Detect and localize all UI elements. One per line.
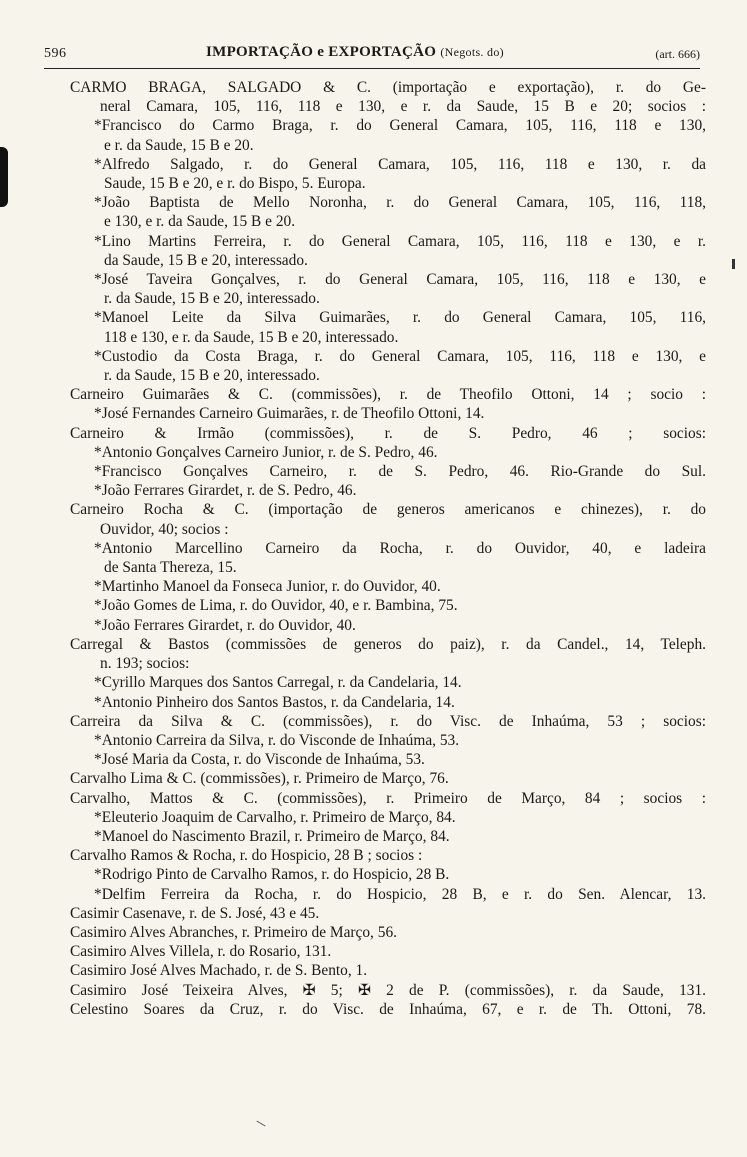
partner-line: *Francisco do Carmo Braga, r. do General Camara, 105, 116, 118 e 130,: [94, 117, 706, 135]
running-title-main: IMPORTAÇÃO e EXPORTAÇÃO: [206, 44, 437, 60]
entry-line: Casimiro José Alves Machado, r. de S. Bento, 1.: [70, 962, 368, 980]
partner-line: *Rodrigo Pinto de Carvalho Ramos, r. do Hospicio, 28 B.: [94, 866, 450, 884]
partner-line: *Antonio Carreira da Silva, r. do Visconde de Inhaúma, 53.: [94, 731, 460, 749]
partner-line: e 130, e r. da Saude, 15 B e 20.: [104, 213, 296, 231]
partner-line: *Antonio Pinheiro dos Santos Bastos, r. da Candelaria, 14.: [94, 693, 455, 711]
partner-line: *Delfim Ferreira da Rocha, r. do Hospicio, 28 B, e r. do Sen. Alencar, 13.: [94, 885, 706, 903]
partner-line: r. da Saude, 15 B e 20, interessado.: [104, 367, 320, 385]
entry-line: Celestino Soares da Cruz, r. do Visc. de Inhaúma, 67, e r. de Th. Ottoni, 78.: [70, 1000, 706, 1018]
partner-line: *Antonio Marcellino Carneiro da Rocha, r. do Ouvidor, 40, e ladeira: [94, 539, 706, 557]
partner-line: *Antonio Gonçalves Carneiro Junior, r. de S. Pedro, 46.: [94, 443, 438, 461]
partner-line: *José Taveira Gonçalves, r. do General Camara, 105, 116, 118 e 130, e: [94, 271, 706, 289]
partner-line: *José Fernandes Carneiro Guimarães, r. de Theofilo Ottoni, 14.: [94, 405, 485, 423]
entry-line: Casimiro José Teixeira Alves, ✠ 5; ✠ 2 de P. (commissões), r. da Saude, 131.: [70, 981, 706, 999]
page-number: 596: [44, 46, 67, 61]
running-title-sub: (Negots. do): [440, 45, 504, 59]
partner-line: *João Gomes de Lima, r. do Ouvidor, 40, e r. Bambina, 75.: [94, 597, 458, 615]
binding-mark: [0, 147, 8, 207]
stray-mark: [256, 1121, 265, 1127]
partner-line: 118 e 130, e r. da Saude, 15 B e 20, interessado.: [104, 328, 399, 346]
entry-line: Carvalho, Mattos & C. (commissões), r. Primeiro de Março, 84 ; socios :: [70, 789, 706, 807]
entry-line: Carvalho Lima & C. (commissões), r. Primeiro de Março, 76.: [70, 770, 449, 788]
partner-line: *Francisco Gonçalves Carneiro, r. de S. Pedro, 46. Rio-Grande do Sul.: [94, 463, 706, 481]
partner-line: *Cyrillo Marques dos Santos Carregal, r. da Candelaria, 14.: [94, 674, 462, 692]
partner-line: *Alfredo Salgado, r. do General Camara, 105, 116, 118 e 130, r. da: [94, 155, 706, 173]
entry-line: Casimiro Alves Abranches, r. Primeiro de Março, 56.: [70, 923, 397, 941]
partner-line: *Martinho Manoel da Fonseca Junior, r. do Ouvidor, 40.: [94, 578, 441, 596]
entry-line: Ouvidor, 40; socios :: [100, 520, 229, 538]
partner-line: e r. da Saude, 15 B e 20.: [104, 136, 254, 154]
partner-line: r. da Saude, 15 B e 20, interessado.: [104, 290, 320, 308]
entry-line: Carneiro & Irmão (commissões), r. de S. Pedro, 46 ; socios:: [70, 424, 706, 442]
entry-line: neral Camara, 105, 116, 118 e 130, e r. da Saude, 15 B e 20; socios :: [100, 98, 706, 116]
partner-line: *Eleuterio Joaquim de Carvalho, r. Primeiro de Março, 84.: [94, 808, 456, 826]
directory-listing: [44, 78, 706, 1019]
entry-line: Casimiro Alves Villela, r. do Rosario, 131.: [70, 943, 332, 961]
article-reference: (art. 666): [655, 47, 700, 61]
partner-line: da Saude, 15 B e 20, interessado.: [104, 251, 308, 269]
entry-line: Carneiro Guimarães & C. (commissões), r. de Theofilo Ottoni, 14 ; socio :: [70, 386, 706, 404]
entry-line: Carvalho Ramos & Rocha, r. do Hospicio, 28 B ; socios :: [70, 847, 423, 865]
partner-line: *Lino Martins Ferreira, r. do General Camara, 105, 116, 118 e 130, e r.: [94, 232, 706, 250]
partner-line: *Manoel Leite da Silva Guimarães, r. do General Camara, 105, 116,: [94, 309, 706, 327]
entry-line: n. 193; socios:: [100, 655, 190, 673]
partner-line: *João Ferrares Girardet, r. de S. Pedro, 46.: [94, 482, 357, 500]
partner-line: Saude, 15 B e 20, e r. do Bispo, 5. Europa.: [104, 175, 366, 193]
entry-line: Carreira da Silva & C. (commissões), r. do Visc. de Inhaúma, 53 ; socios:: [70, 712, 706, 730]
entry-line: Casimir Casenave, r. de S. José, 43 e 45.: [70, 904, 320, 922]
partner-line: *José Maria da Costa, r. do Visconde de Inhaúma, 53.: [94, 751, 425, 769]
partner-line: *Custodio da Costa Braga, r. do General Camara, 105, 116, 118 e 130, e: [94, 347, 706, 365]
entry-line: Carneiro Rocha & C. (importação de generos americanos e chinezes), r. do: [70, 501, 706, 519]
partner-line: *João Baptista de Mello Noronha, r. do General Camara, 105, 116, 118,: [94, 194, 706, 212]
partner-line: *Manoel do Nascimento Brazil, r. Primeiro de Março, 84.: [94, 827, 450, 845]
ink-mark: [732, 259, 735, 269]
page-header: [44, 44, 700, 69]
entry-line: CARMO BRAGA, SALGADO & C. (importação e exportação), r. do Ge-: [70, 79, 706, 96]
partner-line: *João Ferrares Girardet, r. do Ouvidor, 40.: [94, 616, 356, 634]
entry-line: Carregal & Bastos (commissões de generos do paiz), r. da Candel., 14, Teleph.: [70, 635, 706, 653]
running-title: [206, 44, 504, 61]
partner-line: de Santa Thereza, 15.: [104, 559, 237, 577]
